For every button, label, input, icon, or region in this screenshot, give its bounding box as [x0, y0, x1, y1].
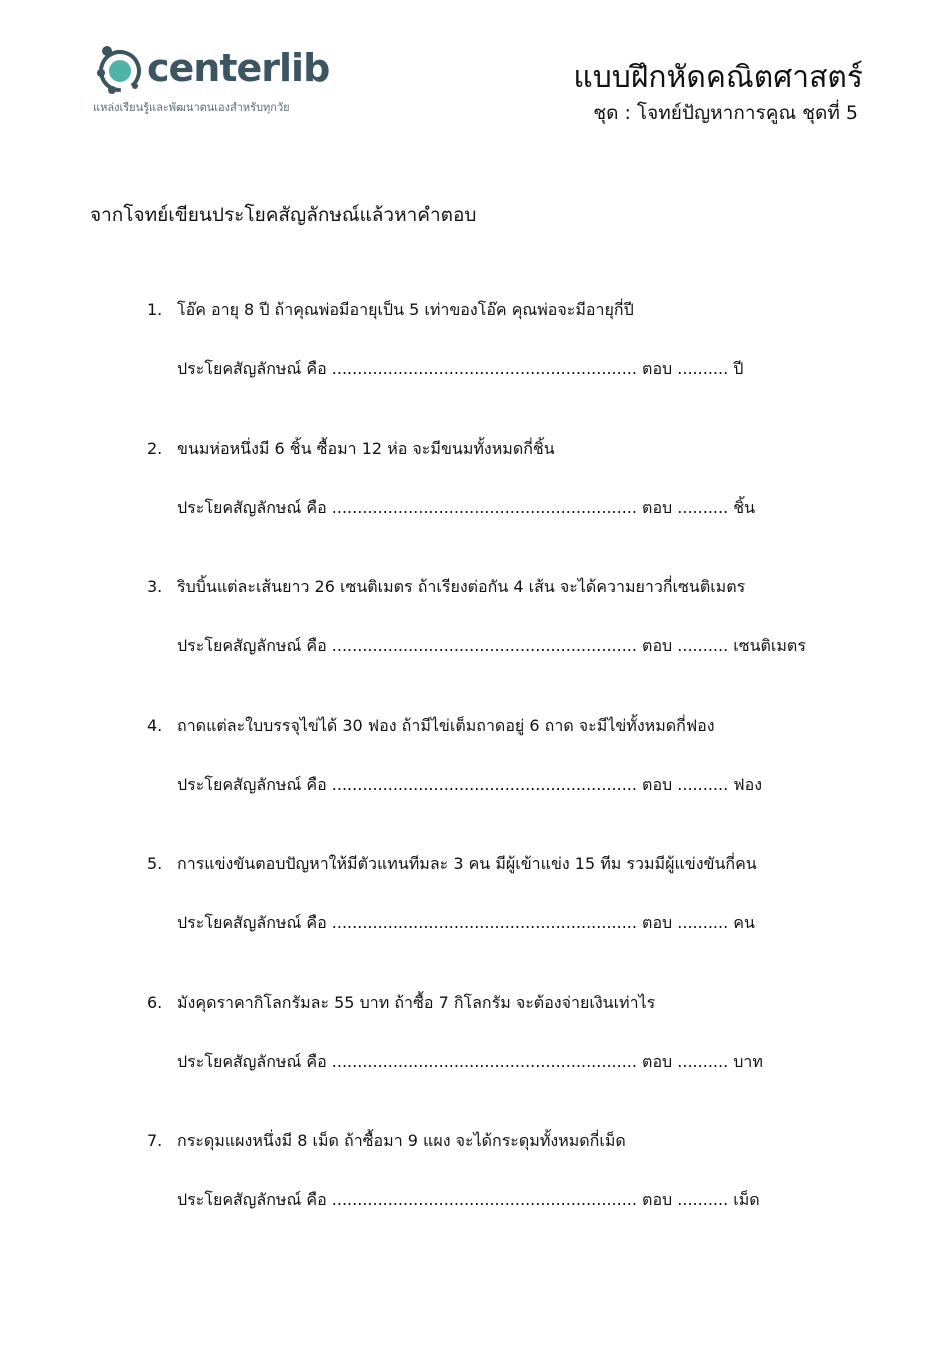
sentence-label: ประโยคสัญลักษณ์ คือ: [177, 774, 327, 794]
centerlib-logo: [93, 40, 353, 120]
answer-label: ตอบ: [642, 1190, 673, 1209]
question-line: [147, 437, 555, 461]
logo-wordmark: centerlib: [147, 46, 330, 90]
sentence-blank[interactable]: ............................................................: [331, 636, 637, 655]
answer-blank[interactable]: ..........: [677, 1051, 729, 1071]
question-text: โอ๊ค อายุ 8 ปี ถ้าคุณพ่อมีอายุเป็น 5 เท่าของโอ๊ค คุณพ่อจะมีอายุกี่ปี: [177, 300, 634, 319]
question-text: ถาดแต่ละใบบรรจุไข่ได้ 30 ฟอง ถ้ามีไข่เต็มถาดอยู่ 6 ถาด จะมีไข่ทั้งหมดกี่ฟอง: [177, 715, 715, 735]
answer-label: ตอบ: [642, 774, 673, 794]
answer-unit: เม็ด: [733, 1190, 760, 1209]
sentence-label: ประโยคสัญลักษณ์ คือ: [177, 497, 327, 517]
sentence-label: ประโยคสัญลักษณ์ คือ: [177, 1190, 327, 1209]
answer-unit: เซนติเมตร: [733, 636, 806, 655]
answer-label: ตอบ: [642, 913, 673, 932]
answer-unit: คน: [733, 913, 755, 932]
logo-molecule-icon: [93, 42, 147, 96]
question-text: ริบบิ้นแต่ละเส้นยาว 26 เซนติเมตร ถ้าเรียงต่อกัน 4 เส้น จะได้ความยาวกี่เซนติเมตร: [177, 577, 746, 596]
sentence-blank[interactable]: ............................................................: [331, 774, 637, 794]
sentence-blank[interactable]: ............................................................: [331, 1051, 637, 1071]
question-item: [147, 714, 857, 853]
answer-label: ตอบ: [642, 359, 673, 378]
question-text: การแข่งขันตอบปัญหาให้มีตัวแทนทีมละ 3 คน มีผู้เข้าแข่ง 15 ทีม รวมมีผู้แข่งขันกี่คน: [177, 854, 757, 873]
question-line: [147, 714, 715, 738]
question-item: [147, 852, 857, 991]
logo-tagline: แหล่งเรียนรู้และพัฒนาตนเองสำหรับทุกวัย: [93, 101, 290, 114]
question-number: 2.: [147, 438, 163, 458]
sentence-label: ประโยคสัญลักษณ์ คือ: [177, 636, 327, 655]
question-number: 5.: [147, 854, 163, 873]
question-number: 7.: [147, 1131, 163, 1150]
answer-label: ตอบ: [642, 497, 673, 517]
answer-label: ตอบ: [642, 636, 673, 655]
answer-line: [177, 634, 806, 658]
sentence-label: ประโยคสัญลักษณ์ คือ: [177, 359, 327, 378]
answer-unit: บาท: [733, 1051, 763, 1071]
question-line: [147, 575, 745, 599]
question-text: กระดุมแผงหนึ่งมี 8 เม็ด ถ้าซื้อมา 9 แผง จะได้กระดุมทั้งหมดกี่เม็ด: [177, 1131, 626, 1150]
question-item: [147, 1129, 857, 1268]
answer-blank[interactable]: ..........: [677, 1190, 729, 1209]
question-text: มังคุดราคากิโลกรัมละ 55 บาท ถ้าซื้อ 7 กิโลกรัม จะต้องจ่ายเงินเท่าไร: [177, 992, 656, 1012]
worksheet-title: แบบฝึกหัดคณิตศาสตร์: [573, 60, 863, 95]
question-list: [147, 298, 857, 1268]
sentence-blank[interactable]: ............................................................: [331, 1190, 637, 1209]
answer-line: [177, 773, 762, 797]
instruction-text: จากโจทย์เขียนประโยคสัญลักษณ์แล้วหาคำตอบ: [90, 204, 477, 226]
question-item: [147, 991, 857, 1130]
question-number: 6.: [147, 992, 163, 1012]
sentence-blank[interactable]: ............................................................: [331, 497, 637, 517]
sentence-blank[interactable]: ............................................................: [331, 359, 637, 378]
sentence-label: ประโยคสัญลักษณ์ คือ: [177, 1051, 327, 1071]
question-item: [147, 298, 857, 437]
answer-unit: ฟอง: [733, 774, 762, 794]
answer-line: [177, 1050, 763, 1074]
answer-line: [177, 1188, 760, 1212]
question-line: [147, 852, 757, 876]
sentence-blank[interactable]: ............................................................: [331, 913, 637, 932]
answer-blank[interactable]: ..........: [677, 359, 729, 378]
answer-line: [177, 911, 755, 935]
answer-line: [177, 496, 755, 520]
answer-blank[interactable]: ..........: [677, 913, 729, 932]
question-line: [147, 298, 634, 322]
answer-blank[interactable]: ..........: [677, 497, 729, 517]
answer-label: ตอบ: [642, 1051, 673, 1071]
question-line: [147, 991, 655, 1015]
answer-unit: ปี: [733, 359, 744, 378]
sentence-label: ประโยคสัญลักษณ์ คือ: [177, 913, 327, 932]
answer-unit: ชิ้น: [733, 497, 756, 517]
question-text: ขนมห่อหนึ่งมี 6 ชิ้น ซื้อมา 12 ห่อ จะมีขนมทั้งหมดกี่ชิ้น: [177, 438, 555, 458]
question-number: 1.: [147, 300, 163, 319]
question-item: [147, 437, 857, 576]
question-line: [147, 1129, 626, 1153]
answer-blank[interactable]: ..........: [677, 636, 729, 655]
worksheet-subtitle: ชุด : โจทย์ปัญหาการคูณ ชุดที่ 5: [593, 102, 858, 124]
question-item: [147, 575, 857, 714]
answer-blank[interactable]: ..........: [677, 774, 729, 794]
question-number: 4.: [147, 715, 163, 735]
question-number: 3.: [147, 577, 163, 596]
answer-line: [177, 357, 743, 381]
